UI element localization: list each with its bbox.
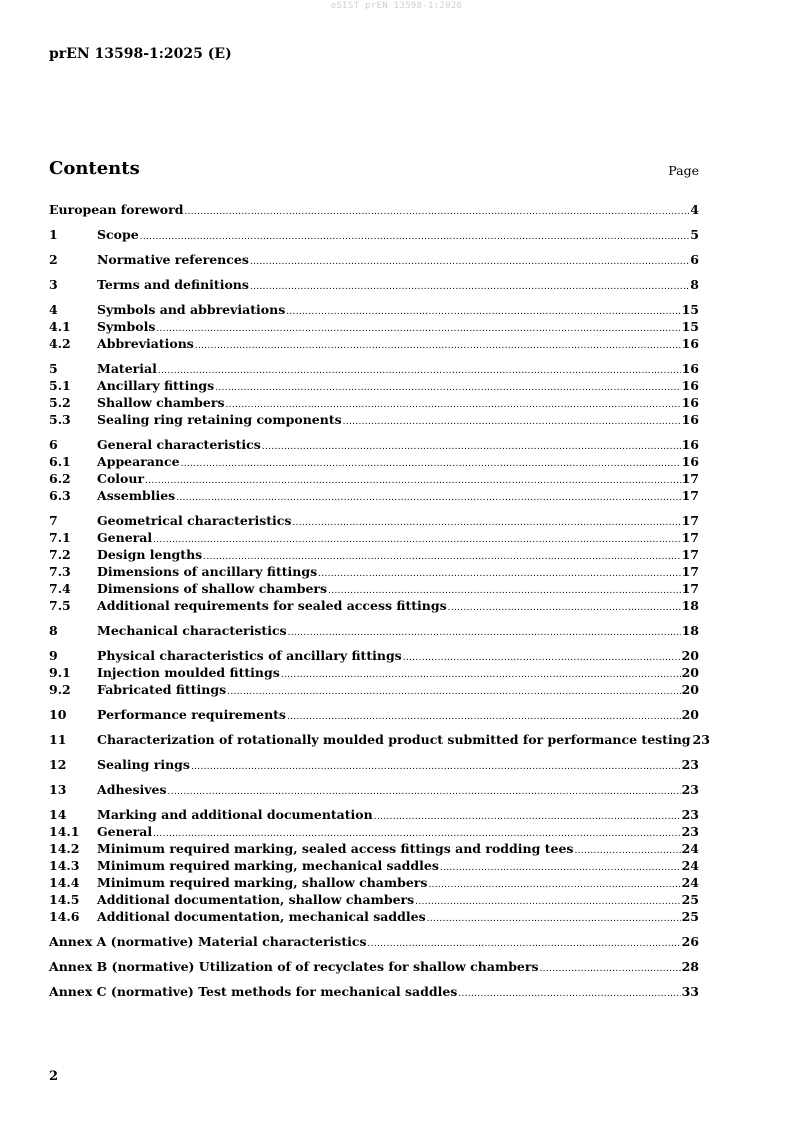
toc-entry[interactable] <box>49 512 699 529</box>
toc-entry-number: 7.3 <box>49 564 71 579</box>
toc-entry-number: 13 <box>49 782 67 797</box>
toc-dot-leader <box>262 439 681 456</box>
toc-entry-page: 24 <box>681 841 699 856</box>
toc-entry[interactable] <box>49 226 699 243</box>
toc-entry-page: 15 <box>681 319 699 334</box>
toc-entry-title: Annex C (normative) Test methods for mechanical saddles <box>49 984 458 999</box>
toc-dot-leader <box>153 826 680 843</box>
toc-entry-title: General <box>97 530 153 545</box>
toc-entry[interactable] <box>49 201 699 218</box>
toc-dot-leader <box>458 986 680 1003</box>
page-column-label: Page <box>668 163 699 178</box>
toc-entry-title: General <box>97 824 153 839</box>
toc-dot-leader <box>140 229 690 246</box>
toc-entry-page: 20 <box>681 648 699 663</box>
toc-entry[interactable] <box>49 891 699 908</box>
toc-entry-page: 20 <box>681 707 699 722</box>
toc-dot-leader <box>168 784 681 801</box>
toc-entry-title: Design lengths <box>97 547 203 562</box>
toc-dot-leader <box>145 473 681 490</box>
toc-entry-title: Mechanical characteristics <box>97 623 287 638</box>
toc-entry[interactable] <box>49 664 699 681</box>
toc-dot-leader <box>318 566 680 583</box>
toc-dot-leader <box>195 338 681 355</box>
toc-entry-page: 20 <box>681 665 699 680</box>
toc-entry-title: Symbols and abbreviations <box>97 302 286 317</box>
toc-entry-number: 12 <box>49 757 67 772</box>
toc-entry-number: 3 <box>49 277 58 292</box>
toc-entry[interactable] <box>49 933 699 950</box>
toc-entry-page: 17 <box>681 581 699 596</box>
toc-entry-page: 26 <box>681 934 699 949</box>
toc-entry-number: 4.2 <box>49 336 71 351</box>
toc-entry-title: Marking and additional documentation <box>97 807 373 822</box>
toc-entry-title: Adhesives <box>97 782 167 797</box>
toc-entry-number: 2 <box>49 252 58 267</box>
toc-entry-title: Dimensions of shallow chambers <box>97 581 328 596</box>
toc-entry[interactable] <box>49 756 699 773</box>
toc-entry-number: 14.2 <box>49 841 80 856</box>
toc-entry-title: Abbreviations <box>97 336 194 351</box>
toc-dot-leader <box>427 911 681 928</box>
toc-entry[interactable] <box>49 580 699 597</box>
contents-title: Contents <box>49 158 140 179</box>
toc-entry-page: 16 <box>681 378 699 393</box>
toc-entry-page: 25 <box>681 909 699 924</box>
toc-entry-title: Annex B (normative) Utilization of of recyclates for shallow chambers <box>49 959 539 974</box>
toc-entry-page: 17 <box>681 471 699 486</box>
toc-entry-number: 4.1 <box>49 319 71 334</box>
toc-entry-title: Normative references <box>97 252 249 267</box>
toc-entry-page: 16 <box>681 395 699 410</box>
toc-dot-leader <box>403 650 681 667</box>
toc-entry-page: 15 <box>681 302 699 317</box>
toc-dot-leader <box>153 532 680 549</box>
toc-dot-leader <box>415 894 680 911</box>
toc-entry-title: Sealing ring retaining components <box>97 412 342 427</box>
toc-dot-leader <box>191 759 681 776</box>
toc-entry-title: Fabricated fittings <box>97 682 227 697</box>
toc-entry[interactable] <box>49 958 699 975</box>
toc-dot-leader <box>540 961 681 978</box>
toc-entry-title: Shallow chambers <box>97 395 225 410</box>
toc-entry-page: 24 <box>681 858 699 873</box>
toc-entry-page: 25 <box>681 892 699 907</box>
toc-entry-page: 5 <box>690 227 699 242</box>
toc-entry-number: 14 <box>49 807 67 822</box>
toc-entry-number: 4 <box>49 302 58 317</box>
toc-entry-number: 9.2 <box>49 682 71 697</box>
toc-entry[interactable] <box>49 301 699 318</box>
toc-dot-leader <box>448 600 681 617</box>
toc-dot-leader <box>440 860 681 877</box>
toc-entry-number: 8 <box>49 623 58 638</box>
toc-entry[interactable] <box>49 251 699 268</box>
toc-entry[interactable] <box>49 874 699 891</box>
toc-entry-title: European foreword <box>49 202 184 217</box>
toc-entry-page: 23 <box>681 824 699 839</box>
toc-entry-number: 6.1 <box>49 454 71 469</box>
toc-entry-title: Additional documentation, mechanical saddles <box>97 909 426 924</box>
toc-entry-number: 5.2 <box>49 395 71 410</box>
toc-dot-leader <box>428 877 680 894</box>
toc-entry-title: Geometrical characteristics <box>97 513 292 528</box>
toc-dot-leader <box>288 625 681 642</box>
toc-entry[interactable] <box>49 908 699 925</box>
toc-entry-page: 23 <box>681 757 699 772</box>
toc-entry-title: Annex A (normative) Material characteristics <box>49 934 367 949</box>
table-of-contents <box>49 201 710 1000</box>
toc-entry-number: 14.1 <box>49 824 80 839</box>
toc-entry[interactable] <box>49 276 699 293</box>
toc-entry-title: Assemblies <box>97 488 176 503</box>
toc-entry[interactable] <box>49 731 710 748</box>
toc-entry-page: 24 <box>681 875 699 890</box>
toc-entry-title: Minimum required marking, shallow chambers <box>97 875 428 890</box>
toc-entry-title: Additional documentation, shallow chambers <box>97 892 415 907</box>
toc-entry[interactable] <box>49 681 699 698</box>
toc-entry[interactable] <box>49 470 699 487</box>
toc-entry-page: 18 <box>681 623 699 638</box>
toc-entry-number: 7.1 <box>49 530 71 545</box>
toc-entry-page: 6 <box>690 252 699 267</box>
toc-dot-leader <box>374 809 681 826</box>
toc-entry-page: 28 <box>681 959 699 974</box>
toc-dot-leader <box>292 515 680 532</box>
toc-entry-title: Terms and definitions <box>97 277 249 292</box>
toc-dot-leader <box>203 549 680 566</box>
toc-entry-number: 6.3 <box>49 488 71 503</box>
toc-entry-title: Physical characteristics of ancillary fittings <box>97 648 402 663</box>
toc-entry-page: 16 <box>681 336 699 351</box>
toc-dot-leader <box>343 414 681 431</box>
toc-entry[interactable] <box>49 335 699 352</box>
toc-entry-page: 18 <box>681 598 699 613</box>
toc-entry[interactable] <box>49 781 699 798</box>
toc-entry-number: 5.3 <box>49 412 71 427</box>
toc-dot-leader <box>181 456 681 473</box>
toc-entry[interactable] <box>49 453 699 470</box>
toc-entry-page: 16 <box>681 361 699 376</box>
toc-entry-number: 6 <box>49 437 58 452</box>
toc-entry-title: Additional requirements for sealed access fittings <box>97 598 447 613</box>
toc-entry-page: 23 <box>681 782 699 797</box>
toc-entry[interactable] <box>49 647 699 664</box>
toc-entry-title: Appearance <box>97 454 180 469</box>
toc-entry-title: Performance requirements <box>97 707 286 722</box>
toc-entry-title: Minimum required marking, sealed access fittings and rodding tees <box>97 841 574 856</box>
toc-entry-number: 7.5 <box>49 598 71 613</box>
toc-entry-number: 14.5 <box>49 892 80 907</box>
toc-entry[interactable] <box>49 436 699 453</box>
toc-dot-leader <box>176 490 680 507</box>
page-number: 2 <box>49 1069 59 1084</box>
toc-entry-page: 17 <box>681 530 699 545</box>
toc-entry-number: 14.4 <box>49 875 80 890</box>
toc-entry-number: 14.3 <box>49 858 80 873</box>
toc-entry-title: Colour <box>97 471 145 486</box>
toc-entry-number: 11 <box>49 732 67 747</box>
toc-dot-leader <box>184 204 689 221</box>
toc-entry-title: Symbols <box>97 319 156 334</box>
toc-entry[interactable] <box>49 411 699 428</box>
toc-entry-number: 10 <box>49 707 67 722</box>
document-id: prEN 13598-1:2025 (E) <box>49 46 232 62</box>
toc-entry-page: 23 <box>681 807 699 822</box>
toc-entry-page: 20 <box>681 682 699 697</box>
toc-entry-page: 17 <box>681 488 699 503</box>
toc-entry-page: 17 <box>681 513 699 528</box>
toc-entry-number: 1 <box>49 227 58 242</box>
toc-entry-number: 9 <box>49 648 58 663</box>
toc-entry[interactable] <box>49 857 699 874</box>
toc-dot-leader <box>250 254 689 271</box>
toc-dot-leader <box>574 843 680 860</box>
toc-entry[interactable] <box>49 394 699 411</box>
toc-dot-leader <box>368 936 681 953</box>
toc-entry[interactable] <box>49 318 699 335</box>
toc-dot-leader <box>227 684 680 701</box>
toc-entry-page: 4 <box>690 202 699 217</box>
toc-entry-page: 8 <box>690 277 699 292</box>
toc-entry-number: 5 <box>49 361 58 376</box>
toc-entry-title: Scope <box>97 227 139 242</box>
toc-dot-leader <box>281 667 681 684</box>
toc-entry-number: 7.2 <box>49 547 71 562</box>
toc-entry-number: 6.2 <box>49 471 71 486</box>
toc-dot-leader <box>250 279 689 296</box>
toc-entry-page: 17 <box>681 564 699 579</box>
toc-entry-title: Sealing rings <box>97 757 190 772</box>
toc-entry-page: 17 <box>681 547 699 562</box>
toc-entry-page: 23 <box>692 732 710 747</box>
toc-entry-title: Ancillary fittings <box>97 378 215 393</box>
toc-entry-page: 16 <box>681 454 699 469</box>
toc-dot-leader <box>328 583 681 600</box>
toc-entry[interactable] <box>49 546 699 563</box>
toc-dot-leader <box>158 363 681 380</box>
toc-entry[interactable] <box>49 706 699 723</box>
toc-entry-number: 5.1 <box>49 378 71 393</box>
watermark: oSIST prEN 13598-1:2026 <box>330 1 463 11</box>
toc-dot-leader <box>286 304 680 321</box>
toc-dot-leader <box>215 380 680 397</box>
toc-entry-number: 7 <box>49 513 58 528</box>
toc-dot-leader <box>226 397 681 414</box>
toc-entry[interactable] <box>49 806 699 823</box>
toc-entry-title: Material <box>97 361 157 376</box>
toc-entry-number: 9.1 <box>49 665 71 680</box>
toc-entry-page: 16 <box>681 412 699 427</box>
toc-entry-title: General characteristics <box>97 437 261 452</box>
toc-entry-title: Injection moulded fittings <box>97 665 280 680</box>
toc-dot-leader <box>287 709 681 726</box>
toc-entry-title: Characterization of rotationally moulded product submitted for performance testing <box>97 732 691 747</box>
toc-entry[interactable] <box>49 823 699 840</box>
toc-dot-leader <box>156 321 680 338</box>
toc-entry-title: Dimensions of ancillary fittings <box>97 564 318 579</box>
toc-entry[interactable] <box>49 622 699 639</box>
toc-entry-number: 14.6 <box>49 909 80 924</box>
toc-entry-page: 16 <box>681 437 699 452</box>
toc-entry-number: 7.4 <box>49 581 71 596</box>
toc-entry[interactable] <box>49 360 699 377</box>
toc-entry[interactable] <box>49 377 699 394</box>
contents-header <box>49 158 699 182</box>
toc-entry[interactable] <box>49 529 699 546</box>
toc-entry[interactable] <box>49 983 699 1000</box>
toc-entry[interactable] <box>49 563 699 580</box>
toc-entry-page: 33 <box>681 984 699 999</box>
toc-entry-title: Minimum required marking, mechanical saddles <box>97 858 439 873</box>
